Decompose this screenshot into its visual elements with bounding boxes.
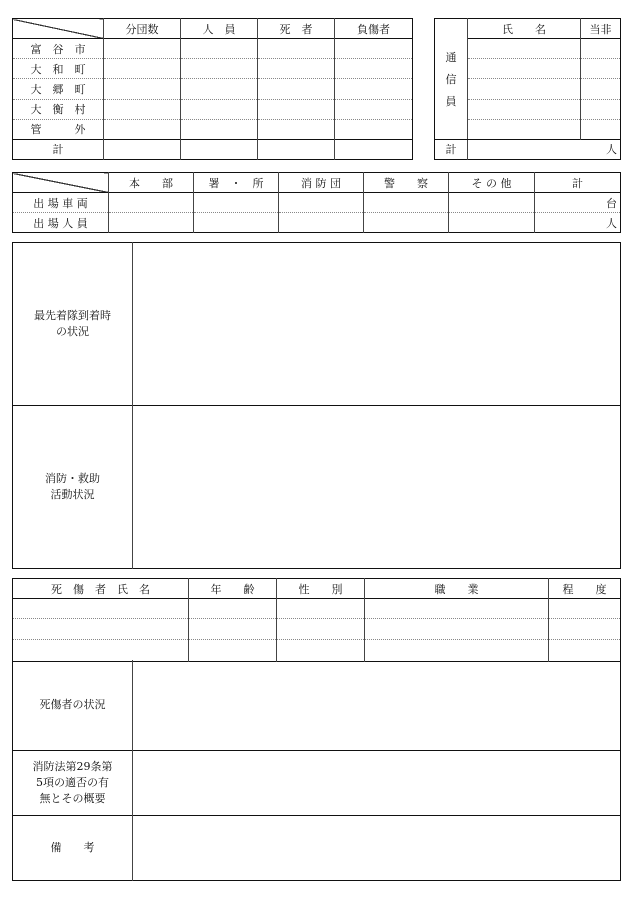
col-header-duty: 当非: [589, 22, 612, 36]
table-cell[interactable]: [468, 99, 581, 119]
col-header-other: そ の 他: [449, 173, 535, 193]
table-cell[interactable]: [335, 39, 413, 59]
side-char-shin: 信: [445, 72, 457, 86]
table-cell[interactable]: [181, 39, 258, 59]
row-label-tomiya: 富 谷 市: [13, 39, 104, 59]
remarks-label: 備 考: [13, 815, 133, 880]
table-cell[interactable]: [364, 213, 449, 233]
table-cell[interactable]: [449, 193, 535, 213]
row-label-outside: 管 外: [13, 119, 104, 139]
unit-vehicles: 台: [606, 196, 617, 210]
table-cell[interactable]: [279, 193, 364, 213]
fire-law-field[interactable]: [133, 750, 621, 815]
table-cell[interactable]: [581, 99, 621, 119]
table-cell[interactable]: [277, 639, 365, 661]
col-header-severity: 程 度: [562, 582, 607, 596]
first-arrival-label: [13, 243, 133, 406]
first-arrival-field[interactable]: [133, 243, 621, 406]
table-cell[interactable]: [189, 599, 277, 619]
table-cell[interactable]: [549, 599, 621, 619]
table-cell[interactable]: [194, 193, 279, 213]
col-header-casualty-name: 死 傷 者 氏 名: [13, 579, 189, 599]
diagonal-header-cell: [13, 19, 104, 39]
table-cell[interactable]: [277, 599, 365, 619]
col-header-total: 計: [572, 176, 583, 190]
first-arrival-line2: の状況: [56, 325, 89, 338]
casualty-status-field[interactable]: [133, 660, 621, 750]
table-cell[interactable]: [181, 79, 258, 99]
activity-line2: 活動状況: [50, 488, 95, 501]
col-header-injured: 負傷者: [357, 22, 390, 36]
table-cell[interactable]: [258, 79, 335, 99]
table-cell[interactable]: [335, 79, 413, 99]
table-cell[interactable]: [104, 139, 181, 159]
table-cell[interactable]: [279, 213, 364, 233]
col-header-dead: 死 者: [258, 19, 335, 39]
table-cell[interactable]: [468, 59, 581, 79]
col-header-age: 年 齢: [189, 579, 277, 599]
row-label-vehicles: 出 場 車 両: [13, 193, 109, 213]
first-arrival-line1: 最先着隊到着時: [34, 309, 111, 322]
table-cell[interactable]: [365, 599, 549, 619]
table-cell[interactable]: [581, 59, 621, 79]
row-label-ohira: 大 衡 村: [13, 99, 104, 119]
col-header-occupation: 職 業: [365, 579, 549, 599]
table-cell[interactable]: [258, 39, 335, 59]
casualty-details-table: [12, 660, 621, 881]
activity-label: [13, 406, 133, 569]
table-cell[interactable]: [104, 39, 181, 59]
total-label: 計: [435, 139, 468, 159]
col-header-police: 警 察: [364, 173, 449, 193]
fire-law-line2: 5項の適否の有: [36, 775, 109, 789]
col-header-headquarters: 本 部: [109, 173, 194, 193]
casualty-table: [12, 578, 621, 662]
table-cell[interactable]: [468, 79, 581, 99]
row-label-total: 計: [13, 139, 104, 159]
communication-staff-side-label: [435, 19, 468, 140]
col-header-name: 氏 名: [468, 19, 581, 39]
table-cell[interactable]: [468, 119, 581, 139]
table-cell[interactable]: [258, 139, 335, 159]
table-cell[interactable]: [181, 119, 258, 139]
table-cell[interactable]: [181, 99, 258, 119]
table-cell[interactable]: [194, 213, 279, 233]
table-cell[interactable]: [109, 193, 194, 213]
fire-law-line3: 無とその概要: [39, 791, 106, 805]
table-cell[interactable]: [104, 59, 181, 79]
table-cell[interactable]: [364, 193, 449, 213]
row-label-osato: 大 郷 町: [13, 79, 104, 99]
table-cell[interactable]: [449, 213, 535, 233]
fire-law-line1: 消防法第29条第: [32, 759, 113, 773]
remarks-field[interactable]: [133, 815, 621, 880]
table-cell[interactable]: [258, 99, 335, 119]
table-cell[interactable]: [104, 119, 181, 139]
table-cell[interactable]: [104, 79, 181, 99]
table-cell[interactable]: [181, 139, 258, 159]
table-cell[interactable]: [181, 59, 258, 79]
unit-personnel: 人: [606, 216, 617, 230]
col-header-station: 署 ・ 所: [194, 173, 279, 193]
casualty-status-label: 死傷者の状況: [13, 660, 133, 750]
table-cell[interactable]: [109, 213, 194, 233]
table-cell[interactable]: [549, 639, 621, 661]
table-cell[interactable]: [581, 39, 621, 59]
table-cell[interactable]: [189, 639, 277, 661]
table-cell[interactable]: [468, 39, 581, 59]
row-label-taiwa: 大 和 町: [13, 59, 104, 79]
table-cell[interactable]: [581, 79, 621, 99]
side-char-in: 員: [445, 94, 457, 108]
table-cell[interactable]: [13, 599, 189, 619]
fire-law-label: [13, 750, 133, 815]
table-cell[interactable]: [365, 619, 549, 639]
table-cell[interactable]: [258, 59, 335, 79]
table-cell[interactable]: [104, 99, 181, 119]
row-label-personnel: 出 場 人 員: [13, 213, 109, 233]
side-char-tsu: 通: [445, 50, 457, 64]
table-cell[interactable]: [581, 119, 621, 139]
table-cell[interactable]: [277, 619, 365, 639]
col-header-fire-corps: 消 防 団: [279, 173, 364, 193]
dispatch-table: [12, 172, 621, 233]
col-header-sex: 性 別: [277, 579, 365, 599]
diagonal-header-cell: [13, 173, 109, 193]
col-header-bundan: 分団数: [104, 19, 181, 39]
table-cell[interactable]: [13, 639, 189, 661]
table-cell[interactable]: [335, 119, 413, 139]
table-cell[interactable]: [335, 59, 413, 79]
area-personnel-table: [12, 18, 413, 160]
communication-staff-table: [434, 18, 621, 160]
table-cell[interactable]: [335, 139, 413, 159]
activity-line1: 消防・救助: [45, 472, 100, 485]
table-cell[interactable]: [365, 639, 549, 661]
table-cell[interactable]: [258, 119, 335, 139]
col-header-personnel: 人 員: [181, 19, 258, 39]
table-cell[interactable]: [189, 619, 277, 639]
table-cell[interactable]: [549, 619, 621, 639]
total-unit: 人: [606, 143, 617, 157]
table-cell[interactable]: [13, 619, 189, 639]
situation-table: [12, 242, 621, 569]
table-cell[interactable]: [335, 99, 413, 119]
activity-field[interactable]: [133, 406, 621, 569]
